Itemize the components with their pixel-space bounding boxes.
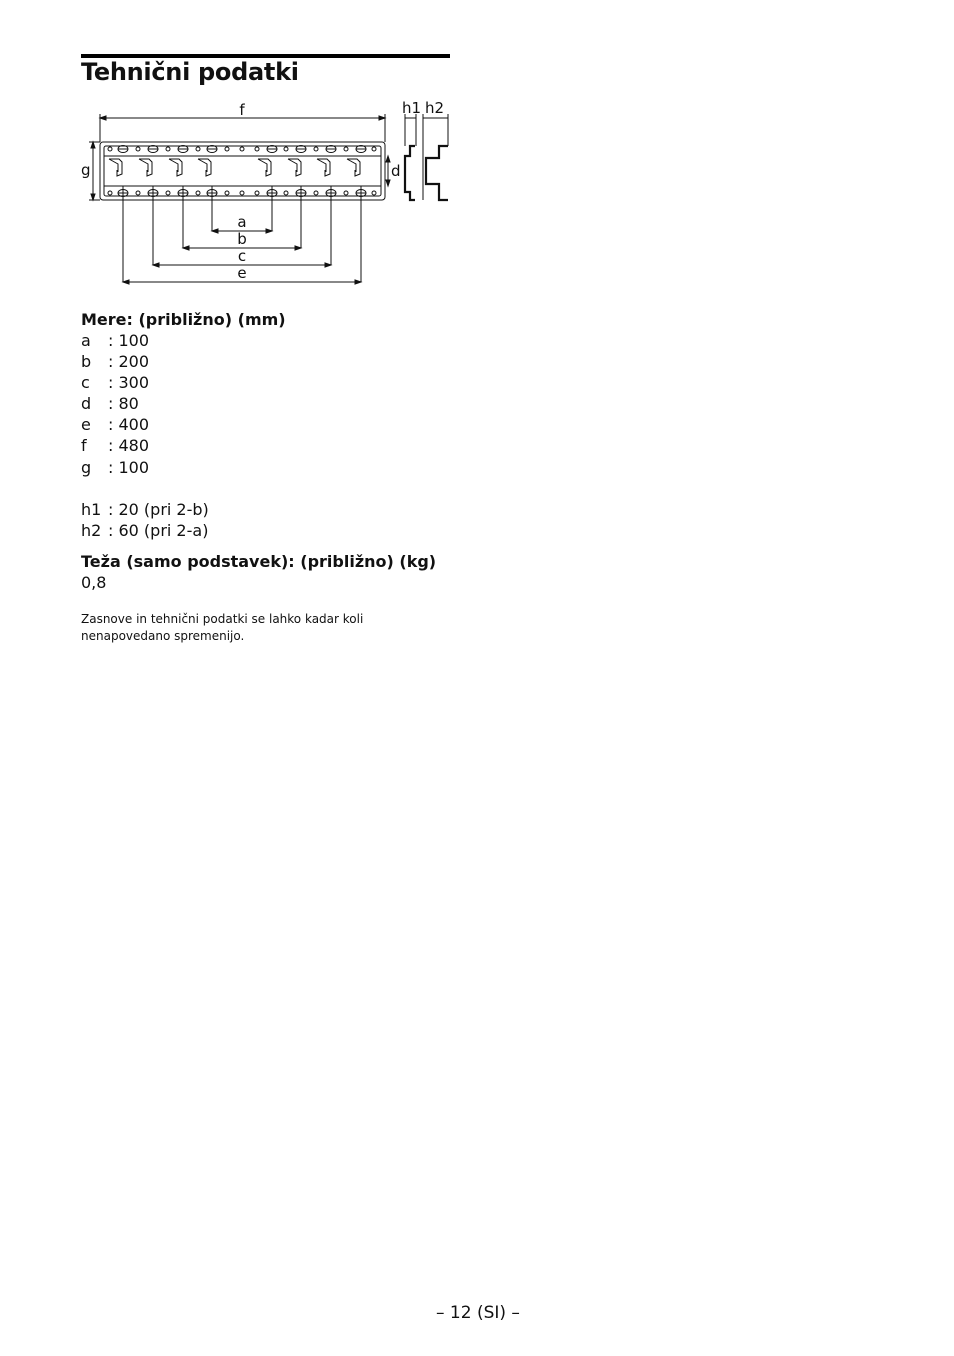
small-hole <box>196 191 200 195</box>
dimension-value: : 300 <box>108 373 150 393</box>
bracket-hook <box>317 159 330 176</box>
page-title: Tehnični podatki <box>81 58 299 86</box>
dimension-key: d <box>81 394 92 414</box>
dimension-value: : 100 <box>108 331 150 350</box>
dimension-row-g <box>81 457 209 478</box>
small-hole <box>108 191 112 195</box>
small-hole <box>314 191 318 195</box>
label-d: d <box>391 162 401 180</box>
label-h2: h2 <box>425 99 445 117</box>
label-g: g <box>81 161 91 179</box>
label-f: f <box>239 101 245 119</box>
bracket-hook <box>288 159 301 176</box>
dimension-value: : 100 <box>108 457 150 477</box>
bracket-hook <box>258 159 271 176</box>
small-hole <box>255 147 259 151</box>
dimension-key: g <box>81 457 92 477</box>
small-hole <box>344 191 348 195</box>
small-hole <box>314 147 318 151</box>
small-hole <box>225 191 229 195</box>
dimension-value: : 80 <box>108 394 139 414</box>
dimension-value: : 60 (pri 2-a) <box>108 520 209 540</box>
dimension-value: : 200 <box>108 352 150 372</box>
small-hole <box>136 191 140 195</box>
small-hole <box>196 147 200 151</box>
label-h1: h1 <box>402 99 422 117</box>
small-hole <box>255 191 259 195</box>
small-hole <box>344 147 348 151</box>
small-hole <box>166 191 170 195</box>
dimension-key: a <box>81 331 91 350</box>
small-hole <box>166 147 170 151</box>
label-a: a <box>237 213 247 231</box>
dimension-row-c <box>81 372 209 393</box>
dimension-row-h1 <box>81 499 209 520</box>
dimension-row-d <box>81 393 209 414</box>
small-hole <box>225 147 229 151</box>
dimension-value: : 400 <box>108 415 150 435</box>
dimension-key: h2 <box>81 520 102 540</box>
small-hole <box>108 147 112 151</box>
disclaimer-note: Zasnove in tehnični podatki se lahko kadar koli nenapovedano spremenijo. <box>81 612 364 643</box>
small-hole <box>284 191 288 195</box>
label-b: b <box>237 230 247 248</box>
small-hole <box>240 147 244 151</box>
dimension-row-e <box>81 414 209 435</box>
dimension-row-h2 <box>81 520 209 541</box>
label-c: c <box>237 247 247 265</box>
dimension-key: e <box>81 415 91 435</box>
small-hole <box>284 147 288 151</box>
weight-value: 0,8 <box>81 573 107 592</box>
bracket-hook <box>169 159 182 176</box>
dimensions-list <box>81 330 209 541</box>
dimension-key: b <box>81 352 92 372</box>
dimension-key: h1 <box>81 499 102 519</box>
dimension-value: : 20 (pri 2-b) <box>108 499 209 519</box>
bracket-hook <box>347 159 360 176</box>
bracket-hook <box>198 159 211 176</box>
dimension-row-a <box>81 330 209 351</box>
bracket-hook <box>109 159 122 176</box>
small-hole <box>372 147 376 151</box>
small-hole <box>372 191 376 195</box>
small-hole <box>136 147 140 151</box>
dimension-row-f <box>81 435 209 456</box>
dimension-row-b <box>81 351 209 372</box>
weight-heading: Teža (samo podstavek): (približno) (kg) <box>81 552 437 571</box>
page-number: – 12 (SI) – <box>436 1303 520 1323</box>
bracket-hook <box>139 159 152 176</box>
small-hole <box>240 191 244 195</box>
dimension-key: c <box>81 373 90 393</box>
dimensions-heading: Mere: (približno) (mm) <box>81 310 286 329</box>
dimension-value: : 480 <box>108 436 150 456</box>
bracket-dimension-diagram <box>78 96 454 288</box>
label-e: e <box>237 264 247 282</box>
dimension-key: f <box>81 436 87 456</box>
